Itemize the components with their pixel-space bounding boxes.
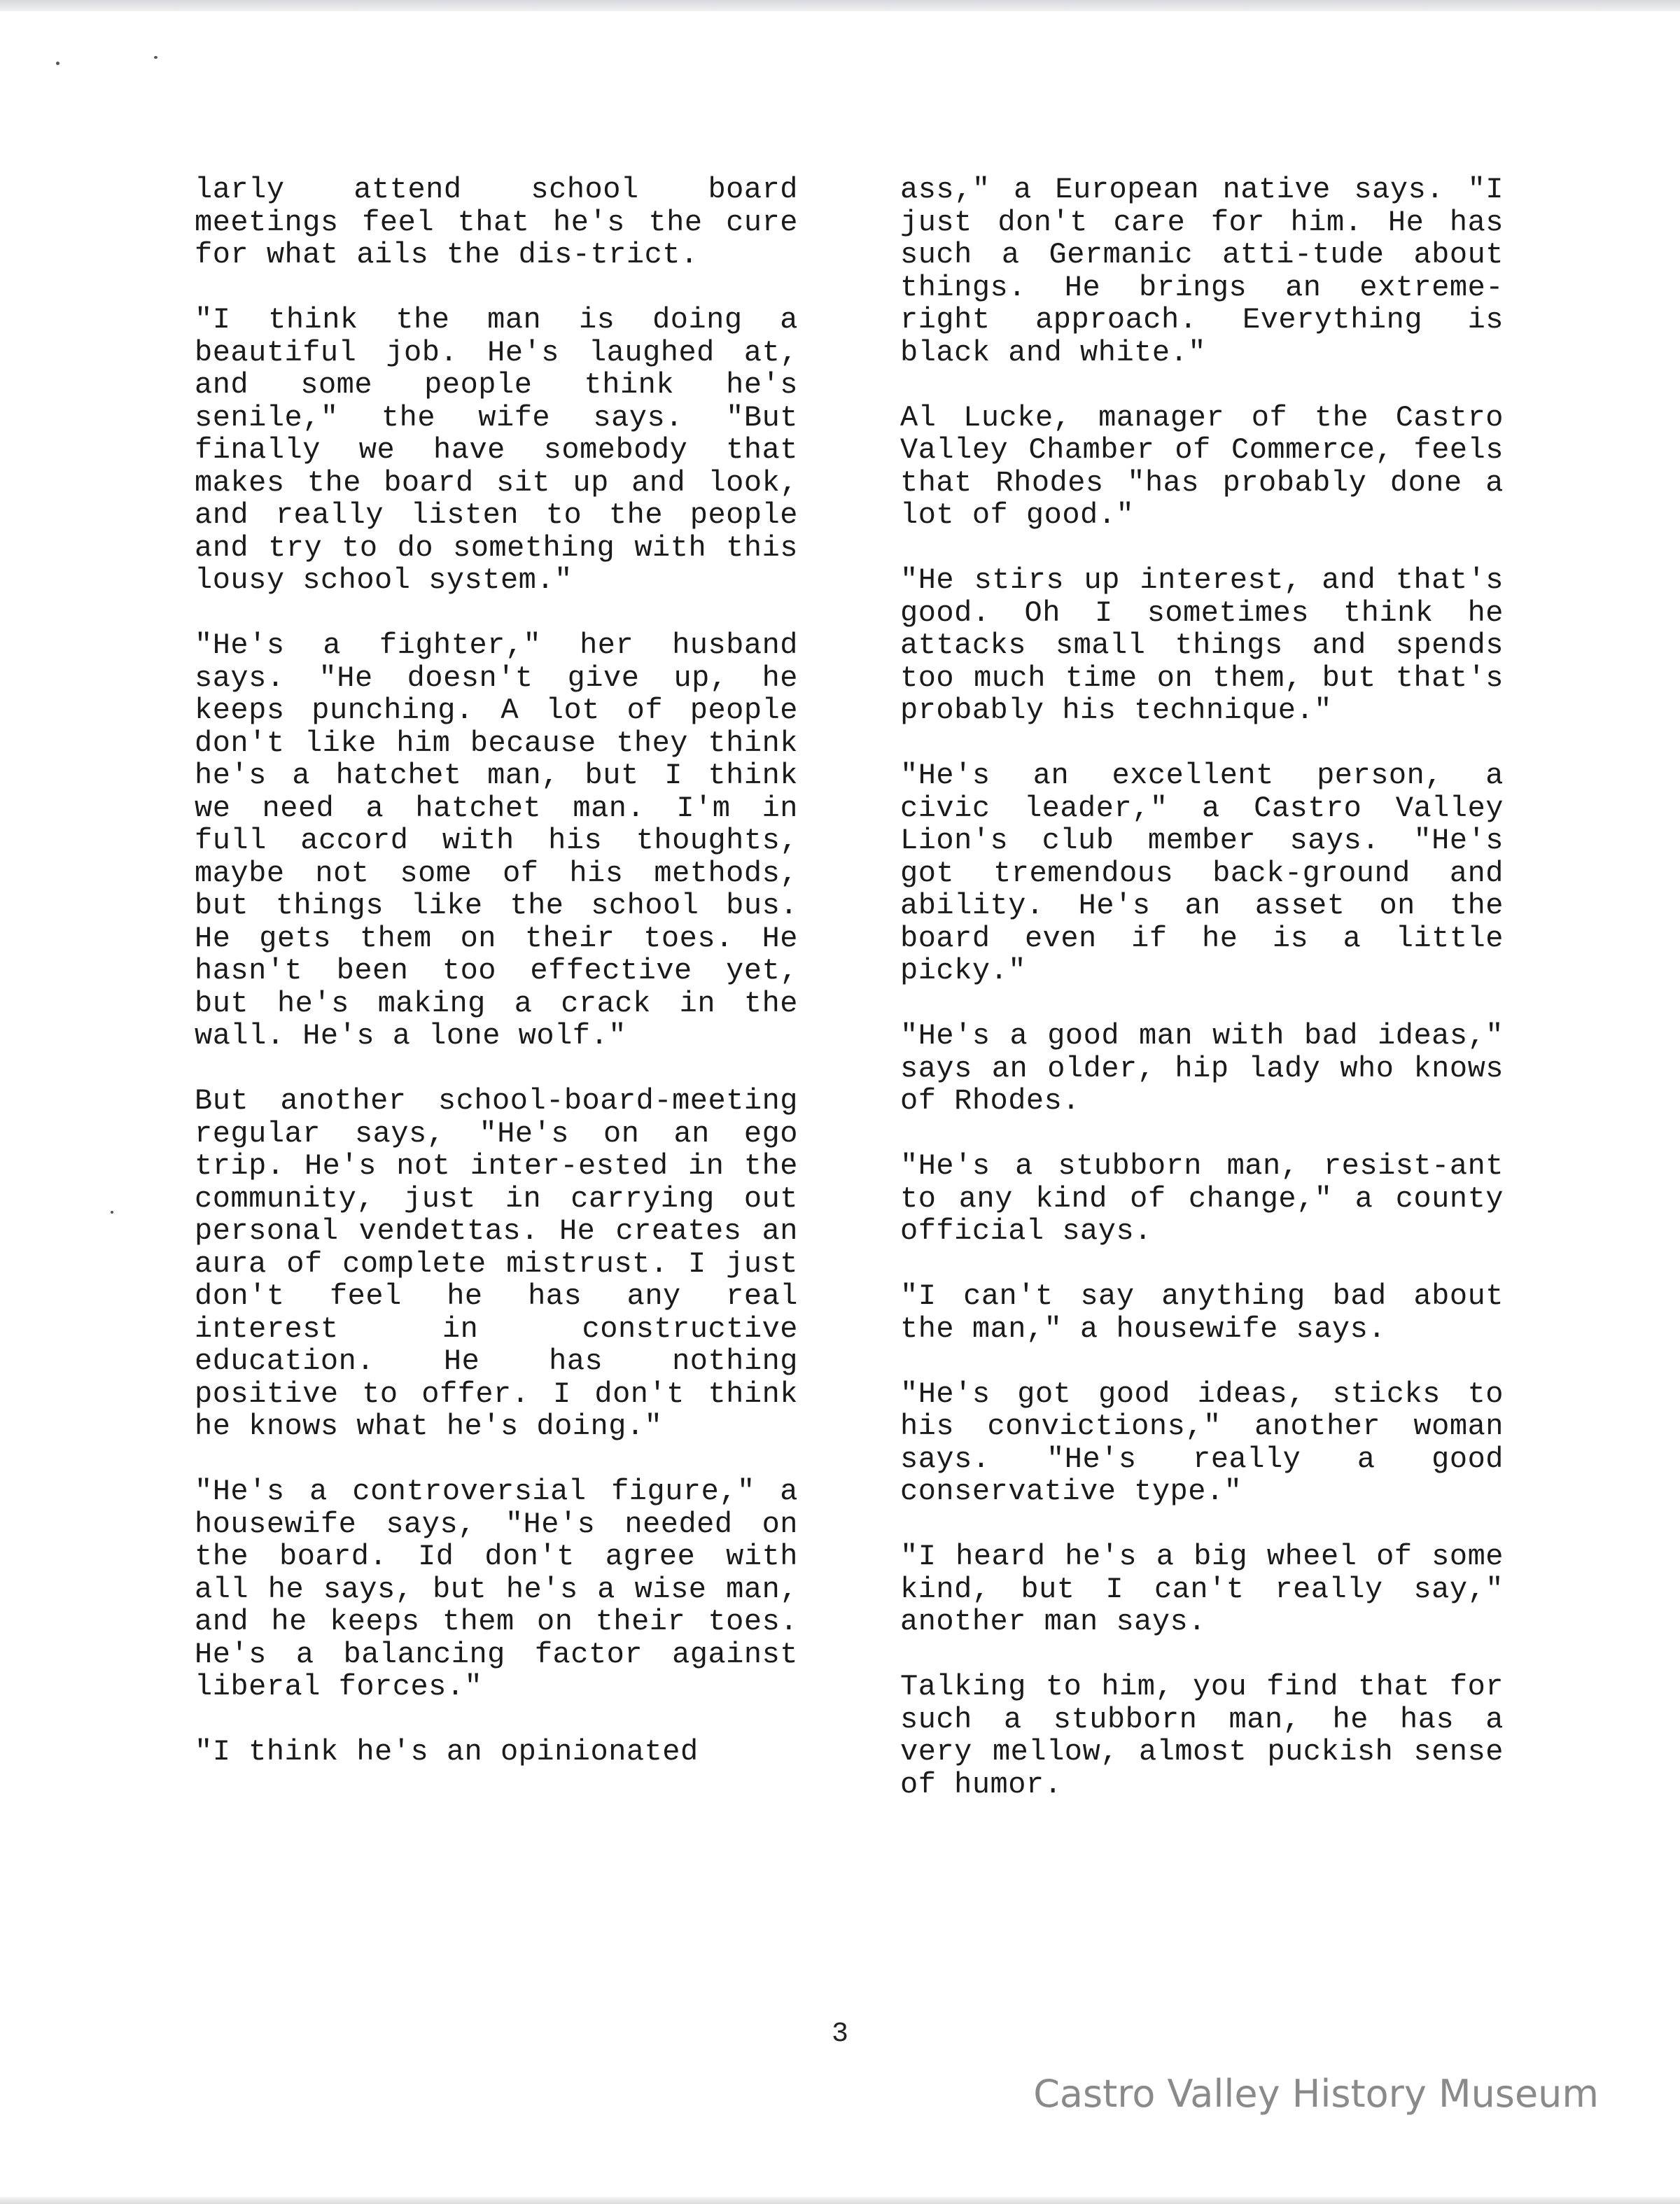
- scan-speck: [56, 62, 59, 65]
- scan-speck: [111, 1211, 113, 1214]
- right-text-column: [900, 174, 1504, 1834]
- paragraph: "He's a good man with bad ideas," says an older, hip lady who knows of Rhodes.: [900, 1019, 1504, 1118]
- left-text-column: [195, 174, 798, 1801]
- paragraph: "He stirs up interest, and that's good. Oh I sometimes think he attacks small things and spends too much time on them, but that's probably his technique.": [900, 563, 1504, 727]
- paragraph: ass," a European native says. "I just don't care for him. He has such a Germanic atti-tude about things. He brings an extreme-right approach. Everything is black and white.": [900, 173, 1504, 370]
- scan-bottom-edge: [0, 2197, 1680, 2204]
- paragraph: But another school-board-meeting regular says, "He's on an ego trip. He's not inter-ested in the community, just in carrying out personal vendettas. He creates an aura of complete mistrust. I just don't feel he has any real interest in constructive education. He has nothing positive to offer. I don't think he knows what he's doing.": [195, 1084, 798, 1443]
- paragraph: "I think he's an opinionated: [195, 1735, 699, 1769]
- paragraph: "I can't say anything bad about the man," a housewife says.: [900, 1279, 1504, 1346]
- paragraph: Talking to him, you find that for such a stubborn man, he has a very mellow, almost puckish sense of humor.: [900, 1670, 1504, 1802]
- page-number: 3: [831, 2019, 848, 2050]
- paragraph: "He's a controversial figure," a housewife says, "He's needed on the board. Id don't agree with all he says, but he's a wise man, and he keeps them on their toes. He's a balancing factor against liberal forces.": [195, 1475, 798, 1704]
- paragraph: "He's an excellent person, a civic leader," a Castro Valley Lion's club member says. "He's got tremendous back-ground and ability. He's an asset on the board even if he is a little picky.": [900, 759, 1504, 988]
- scan-top-edge: [0, 0, 1680, 11]
- paragraph: "He's a fighter," her husband says. "He doesn't give up, he keeps punching. A lot of people don't like him because they think he's a hatchet man, but I think we need a hatchet man. I'm in full accord with his thoughts, maybe not some of his methods, but things like the school bus. He gets them on their toes. He hasn't been too effective yet, but he's making a crack in the wall. He's a lone wolf.": [195, 629, 798, 1053]
- paragraph: "I think the man is doing a beautiful job. He's laughed at, and some people think he's senile," the wife says. "But finally we have somebody that makes the board sit up and look, and really listen to the people and try to do something with this lousy school system.": [195, 303, 798, 597]
- paragraph: Al Lucke, manager of the Castro Valley Chamber of Commerce, feels that Rhodes "has probably done a lot of good.": [900, 400, 1504, 532]
- paragraph: larly attend school board meetings feel that he's the cure for what ails the dis-trict.: [195, 173, 798, 272]
- paragraph: "He's a stubborn man, resist-ant to any kind of change," a county official says.: [900, 1149, 1504, 1248]
- paragraph: "I heard he's a big wheel of some kind, but I can't really say," another man says.: [900, 1540, 1504, 1638]
- paragraph: "He's got good ideas, sticks to his convictions," another woman says. "He's really a good conservative type.": [900, 1377, 1504, 1508]
- scan-speck: [154, 56, 158, 59]
- museum-watermark: Castro Valley History Museum: [1033, 2072, 1599, 2116]
